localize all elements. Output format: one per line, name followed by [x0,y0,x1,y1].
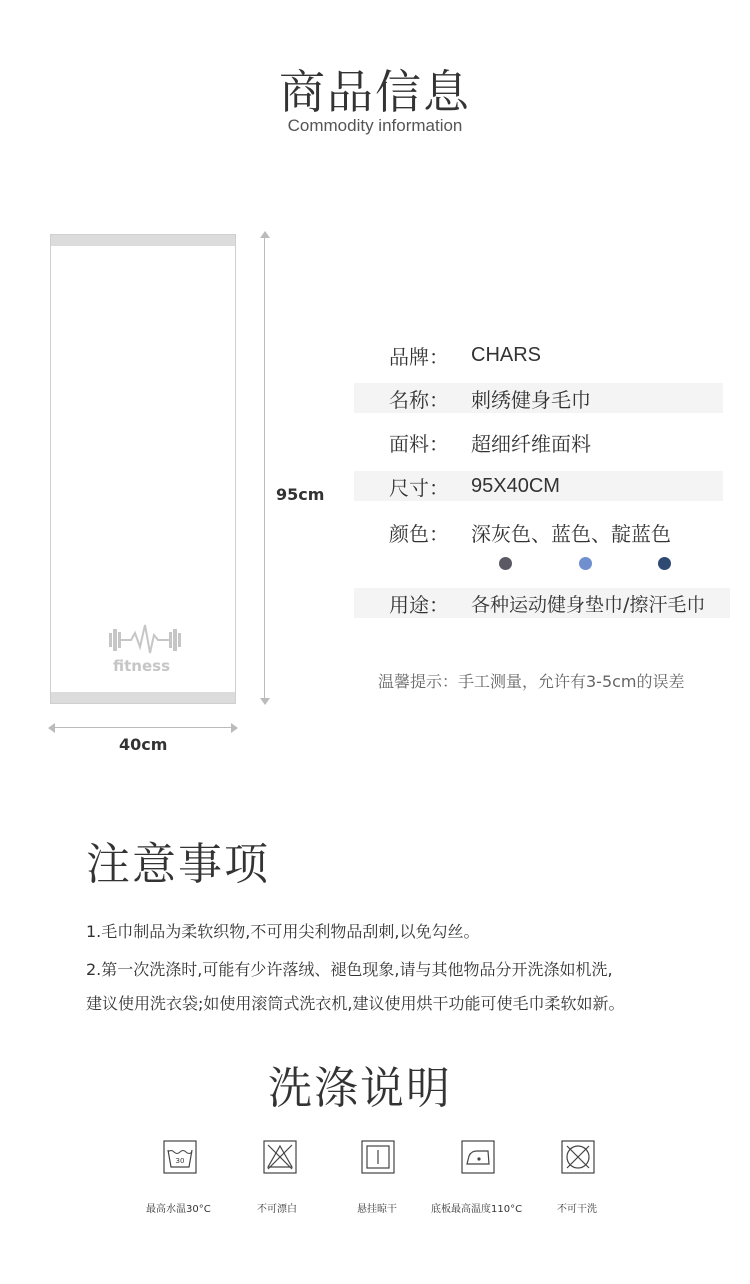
wash-label: 不可干洗 [557,1204,597,1215]
swatch-dark-gray [499,557,512,570]
section-title-commodity: 商品信息 [279,65,471,119]
spec-value: 深灰色、蓝色、靛蓝色 [471,521,671,546]
swatch-blue [579,557,592,570]
spec-label: 颜色： [389,521,449,546]
wash-30-icon [163,1140,197,1174]
towel-bottom-band [51,692,235,703]
attention-line: 建议使用洗衣袋;如使用滚筒式洗衣机,建议使用烘干功能可使毛巾柔软如新。 [86,994,625,1013]
section-title-attention: 注意事项 [86,839,270,890]
measurement-note: 温馨提示：手工测量，允许有3-5cm的误差 [378,672,685,691]
arrow-down-icon [260,698,270,705]
wash-label: 最高水温30°C [146,1204,211,1215]
arrow-up-icon [260,231,270,238]
no-bleach-icon [263,1140,297,1174]
spec-label: 用途： [389,592,449,617]
towel-logo-text: fitness [113,657,170,675]
spec-row-name [354,383,723,413]
spec-row-fabric [354,427,723,457]
spec-value: 各种运动健身垫巾/擦汗毛巾 [471,593,706,616]
arrow-right-icon [231,723,238,733]
swatch-indigo [658,557,671,570]
spec-row-usage [354,588,730,618]
spec-value: CHARS [471,343,542,366]
section-title-wash: 洗涤说明 [268,1063,452,1114]
spec-value: 95X40CM [471,474,560,497]
towel-illustration [50,234,236,704]
spec-row-brand [354,340,723,370]
spec-value: 超细纤维面料 [471,431,591,456]
hang-dry-icon [361,1140,395,1174]
width-dimension-line [50,727,236,728]
arrow-left-icon [48,723,55,733]
spec-value: 刺绣健身毛巾 [471,387,591,412]
attention-line: 1.毛巾制品为柔软织物,不可用尖利物品刮刺,以免勾丝。 [86,922,480,941]
no-dry-clean-icon [561,1140,595,1174]
spec-row-color [354,517,723,547]
wash-temp-text: 30 [175,1157,185,1165]
towel-top-band [51,235,235,246]
spec-label: 品牌： [389,344,449,369]
wash-label: 底板最高温度110°C [431,1204,523,1215]
spec-label: 尺寸： [389,475,449,500]
attention-line: 2.第一次洗涤时,可能有少许落绒、褪色现象,请与其他物品分开洗涤如机洗, [86,960,613,979]
spec-label: 面料： [389,431,449,456]
iron-110-icon [461,1140,495,1174]
height-label: 95cm [276,485,325,504]
wash-label: 不可漂白 [257,1204,297,1215]
height-dimension-line [264,234,265,704]
width-label: 40cm [119,735,168,754]
wash-label: 悬挂晾干 [357,1204,397,1215]
spec-row-size [354,471,723,501]
section-subtitle-commodity: Commodity information [287,116,463,135]
spec-label: 名称： [389,387,449,412]
